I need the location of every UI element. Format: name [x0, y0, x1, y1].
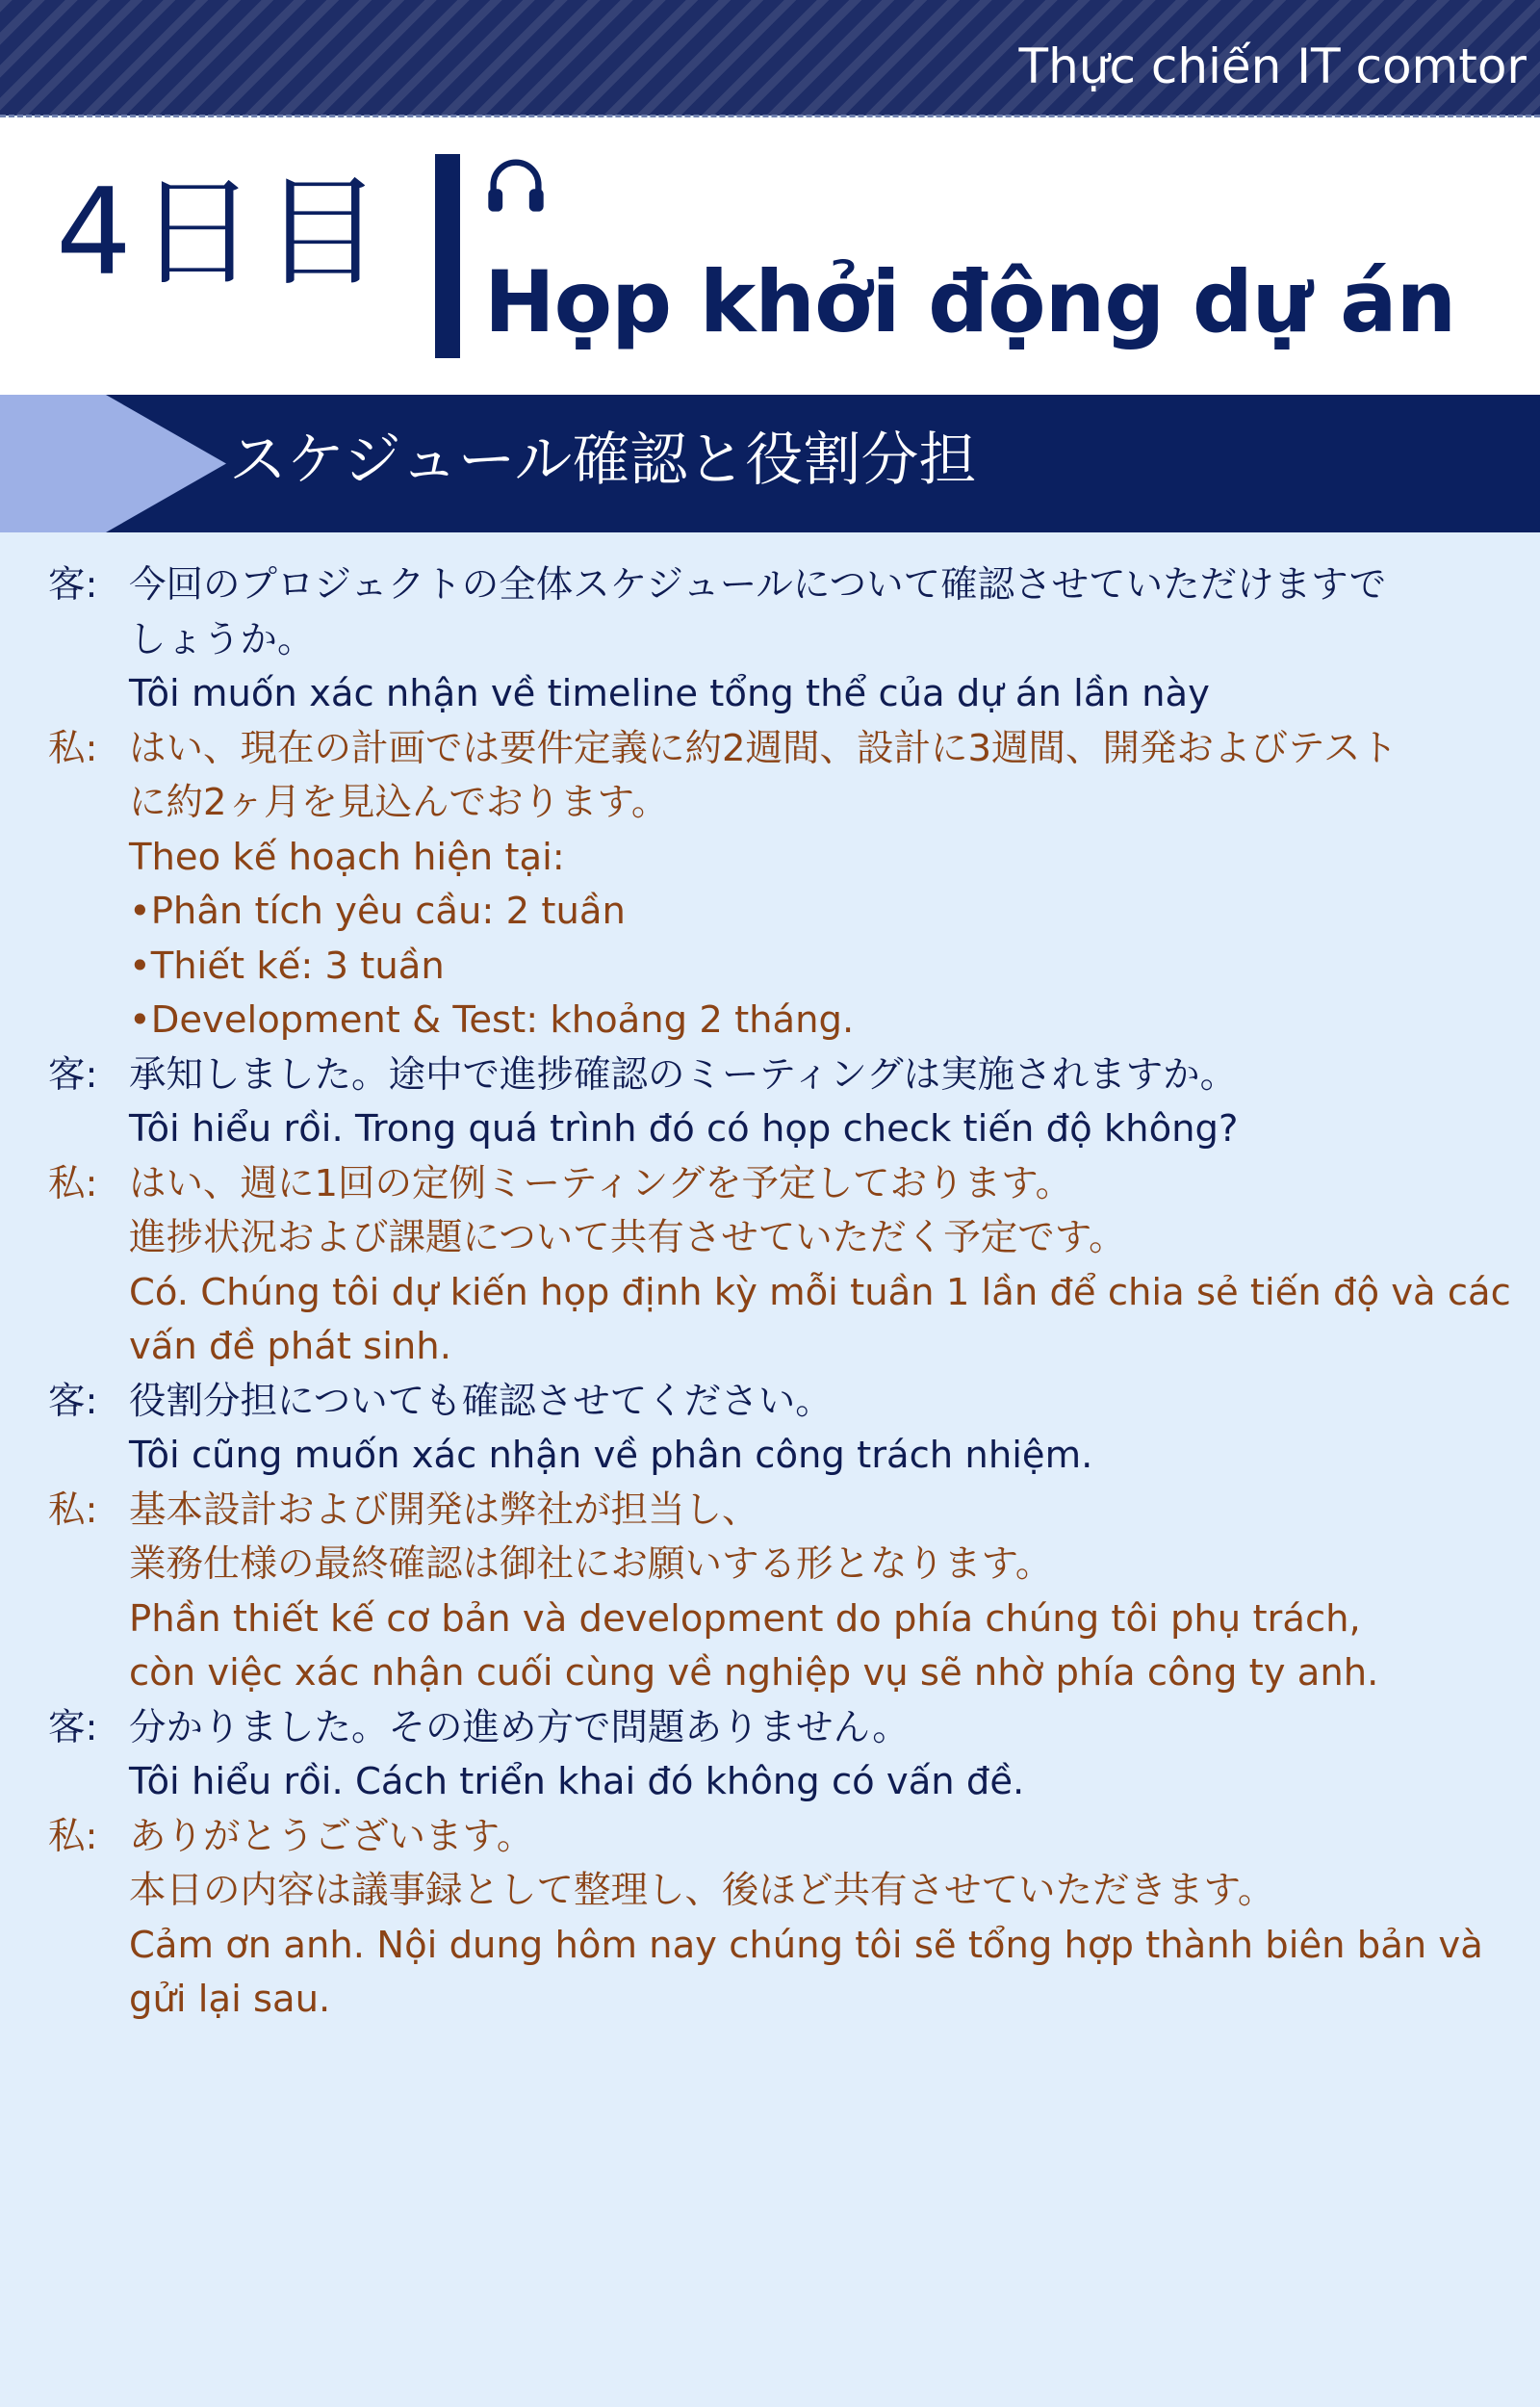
customer-turn: [48, 1701, 1530, 1810]
dialogue-line: しょうか。: [129, 617, 315, 661]
speaker-label: 客:: [48, 563, 98, 607]
speaker-label: 私:: [48, 1161, 98, 1205]
dialogue-line: •Development & Test: khoảng 2 tháng.: [129, 998, 855, 1042]
customer-turn: [48, 1375, 1530, 1484]
dialogue-line: 分かりました。その進め方で問題ありません。: [129, 1705, 910, 1749]
speaker-label: 客:: [48, 1379, 98, 1423]
my-turn: [48, 1157, 1530, 1375]
dialogue-line: 本日の内容は議事録として整理し、後ほど共有させていただきます。: [129, 1869, 1275, 1912]
dialogue-line: に約2ヶ月を見込んでおります。: [129, 781, 669, 824]
brand-label: Thực chiến IT comtor: [1018, 39, 1527, 94]
section-title: スケジュール確認と役割分担: [229, 427, 977, 494]
turn-lines: [129, 1484, 1530, 1701]
dialogue-line: 役割分担についても確認させてください。: [129, 1379, 833, 1423]
my-turn: [48, 1810, 1530, 2028]
turn-lines: [129, 1375, 1530, 1484]
speaker-label: 私:: [48, 1814, 98, 1858]
title-divider-bar: [435, 154, 460, 358]
dialogue-line: Tôi hiểu rồi. Cách triển khai đó không có vấn đề.: [129, 1760, 1025, 1803]
turn-lines: [129, 1701, 1530, 1810]
speaker-label: 私:: [48, 726, 98, 770]
dialogue-line: gửi lại sau.: [129, 1978, 331, 2021]
dialogue-line: はい、週に1回の定例ミーティングを予定しております。: [129, 1161, 1073, 1205]
dialogue-line: Có. Chúng tôi dự kiến họp định kỳ mỗi tuần 1 lần để chia sẻ tiến độ và các: [129, 1270, 1511, 1314]
dialogue-line: ありがとうございます。: [129, 1814, 534, 1858]
dialogue-line: Phần thiết kế cơ bản và development do phía chúng tôi phụ trách,: [129, 1596, 1361, 1641]
dialogue-line: 今回のプロジェクトの全体スケジュールについて確認させていただけますで: [129, 563, 1387, 607]
turn-lines: [129, 1157, 1530, 1375]
dialogue-line: vấn đề phát sinh.: [129, 1325, 451, 1368]
section-banner: [0, 395, 1540, 532]
speaker-label: 私:: [48, 1488, 98, 1532]
dialogue-line: Theo kế hoạch hiện tại:: [129, 835, 565, 879]
dialogue-line: はい、現在の計画では要件定義に約2週間、設計に3週間、開発およびテスト: [129, 726, 1398, 770]
dialogue-line: còn việc xác nhận cuối cùng về nghiệp vụ sẽ nhờ phía công ty anh.: [129, 1651, 1379, 1695]
turn-lines: [129, 1048, 1530, 1157]
dialogue-list: [48, 558, 1530, 2028]
turn-lines: [129, 722, 1530, 1048]
dialogue-line: Tôi cũng muốn xác nhận về phân công trách nhiệm.: [129, 1434, 1093, 1477]
customer-turn: [48, 1048, 1530, 1157]
dialogue-line: Cảm ơn anh. Nội dung hôm nay chúng tôi sẽ tổng hợp thành biên bản và: [129, 1923, 1483, 1967]
dialogue-line: 承知しました。途中で進捗確認のミーティングは実施されますか。: [129, 1052, 1238, 1097]
dialogue-line: Tôi hiểu rồi. Trong quá trình đó có họp check tiến độ không?: [129, 1107, 1239, 1151]
day-label: 4日目: [56, 164, 388, 302]
turn-lines: [129, 1810, 1530, 2028]
dialogue-line: 基本設計および開発は弊社が担当し、: [129, 1488, 759, 1532]
speaker-label: 客:: [48, 1052, 98, 1097]
headphones-icon: [483, 152, 549, 218]
speaker-label: 客:: [48, 1705, 98, 1749]
top-banner: [0, 0, 1540, 116]
dialogue-line: 進捗状況および課題について共有させていただく予定です。: [129, 1216, 1126, 1259]
page-title: Họp khởi động dự án: [484, 252, 1456, 351]
dialogue-line: •Thiết kế: 3 tuần: [129, 944, 445, 988]
my-turn: [48, 722, 1530, 1048]
turn-lines: [129, 558, 1530, 722]
arrow-chevron-icon: [0, 395, 226, 532]
my-turn: [48, 1484, 1530, 1701]
dialogue-line: Tôi muốn xác nhận về timeline tổng thể của dự án lần này: [129, 672, 1210, 715]
dialogue-line: •Phân tích yêu cầu: 2 tuần: [129, 890, 626, 933]
dialogue-line: 業務仕様の最終確認は御社にお願いする形となります。: [129, 1542, 1053, 1586]
customer-turn: [48, 558, 1530, 722]
